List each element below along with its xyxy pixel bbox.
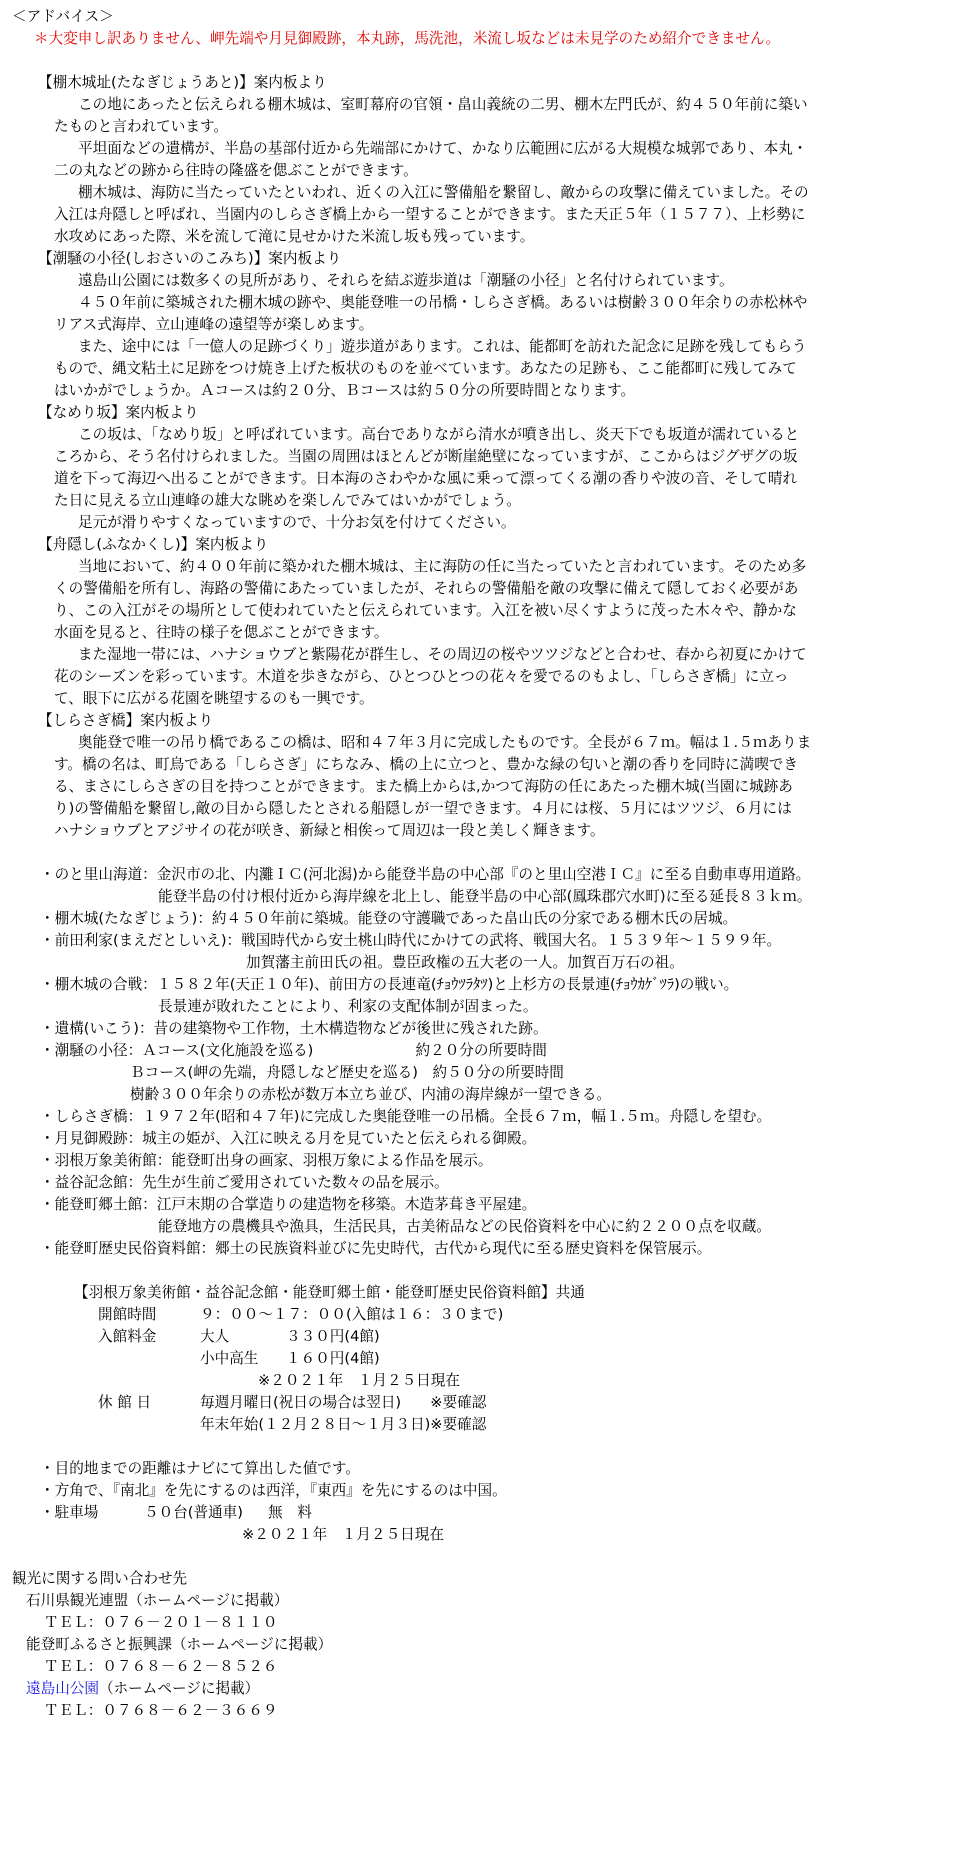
contacts bbox=[12, 1568, 952, 1722]
section-line: 水攻めにあった際、米を流して滝に見せかけた米流し坂も残っています。 bbox=[54, 228, 535, 245]
student-fee: １６０円(4館) bbox=[286, 1350, 380, 1367]
section-title: 【しらさぎ橋】案内板より bbox=[38, 712, 214, 729]
glossary-term: ・棚木城(たなぎじょう)：約４５０年前に築城。能登の守護職であった畠山氏の分家である棚木氏の居城。 bbox=[40, 910, 738, 927]
glossary-detail: 長景連が敗れたことにより、利家の支配体制が固まった。 bbox=[158, 998, 538, 1015]
guide-section bbox=[12, 402, 952, 534]
contact-phone: ＴＥＬ：０７６８－６２－３６６９ bbox=[44, 1702, 278, 1719]
notes-list bbox=[12, 1458, 952, 1546]
park-homepage-link[interactable]: 遠島山公園 bbox=[26, 1680, 99, 1697]
guide-section bbox=[12, 710, 952, 842]
museum-heading: 【羽根万象美術館・益谷記念館・能登町郷土館・能登町歴史民俗資料館】共通 bbox=[74, 1284, 585, 1301]
section-line: た日に見える立山連峰の雄大な眺めを楽しんでみてはいかがでしょう。 bbox=[54, 492, 522, 509]
section-line: 水面を見ると、往時の様子を偲ぶことができます。 bbox=[54, 624, 389, 641]
fee-date-note: ※２０２１年 １月２５日現在 bbox=[258, 1372, 460, 1389]
glossary-detail: 能登半島の付け根付近から海岸線を北上し、能登半島の中心部(鳳珠郡穴水町)に至る延長８３ｋｍ。 bbox=[158, 888, 812, 905]
section-line: 奥能登で唯一の吊り橋であるこの橋は、昭和４７年３月に完成したものです。全長が６７ｍ。幅は１.５ｍありま bbox=[78, 734, 812, 751]
contact-note: （ホームページに掲載） bbox=[128, 1592, 289, 1609]
section-line: リアス式海岸、立山連峰の遠望等が楽しめます。 bbox=[54, 316, 374, 333]
section-line: ハナショウブとアジサイの花が咲き、新緑と相俟って周辺は一段と美しく輝きます。 bbox=[54, 822, 605, 839]
glossary-term: ・しらさぎ橋：１９７２年(昭和４７年)に完成した奥能登唯一の吊橋。全長６７ｍ，幅１.５ｍ。舟隠しを望む。 bbox=[40, 1108, 772, 1125]
guide-section bbox=[12, 248, 952, 402]
glossary-term: ・能登町郷土館：江戸末期の合掌造りの建造物を移築。木造茅葺き平屋建。 bbox=[40, 1196, 537, 1213]
section-line: る、まさにしらさぎの目を持つことができます。また橋上からは,かつて海防の任にあたった棚木城(当園に城跡あ bbox=[54, 778, 793, 795]
section-line: くの警備船を所有し、海路の警備にあたっていましたが、それらの警備船を敵の攻撃に備えて隠しておく必要があ bbox=[54, 580, 799, 597]
section-line: 棚木城は、海防に当たっていたといわれ、近くの入江に警備船を繋留し、敵からの攻撃に備えていました。その bbox=[78, 184, 809, 201]
hours-label: 開館時間 bbox=[98, 1306, 157, 1323]
museum-info bbox=[12, 1282, 952, 1436]
glossary-term: ・のと里山海道：金沢市の北、内灘ＩＣ(河北潟)から能登半島の中心部『のと里山空港ＩＣ』に至る自動車専用道路。 bbox=[40, 866, 811, 883]
section-line: 二の丸などの跡から往時の隆盛を偲ぶことができます。 bbox=[54, 162, 418, 179]
adult-label: 大人 bbox=[200, 1328, 230, 1345]
section-line: たものと言われています。 bbox=[54, 118, 228, 135]
section-line: 足元が滑りやすくなっていますので、十分お気を付けてください。 bbox=[78, 514, 516, 531]
glossary-term: ・潮騒の小径：Ａコース(文化施設を巡る) 約２０分の所要時間 bbox=[40, 1042, 547, 1059]
student-label: 小中高生 bbox=[200, 1350, 259, 1367]
spacer bbox=[12, 1546, 952, 1568]
glossary-list bbox=[12, 864, 952, 1260]
spacer bbox=[12, 1260, 952, 1282]
guide-section bbox=[12, 72, 952, 248]
section-title: 【なめり坂】案内板より bbox=[38, 404, 199, 421]
glossary-term: ・益谷記念館：先生が生前ご愛用されていた数々の品を展示。 bbox=[40, 1174, 449, 1191]
closed-value-weekly: 毎週月曜日(祝日の場合は翌日) ※要確認 bbox=[200, 1394, 487, 1411]
section-line: 花のシーズンを彩っています。木道を歩きながら、ひとつひとつの花々を愛でるのもよし、「しらさぎ橋」に立っ bbox=[54, 668, 789, 685]
section-title: 【棚木城址(たなぎじょうあと)】案内板より bbox=[38, 74, 327, 91]
section-line: 平坦面などの遺構が、半島の基部付近から先端部にかけて、かなり広範囲に広がる大規模な城郭であり、本丸・ bbox=[78, 140, 808, 157]
section-line: はいかがでしょうか。Ａコースは約２０分、Ｂコースは約５０分の所要時間となります。 bbox=[54, 382, 636, 399]
note-item: ・方角で、『南北』を先にするのは西洋，『東西』を先にするのは中国。 bbox=[40, 1482, 507, 1499]
parking-row bbox=[40, 1502, 952, 1524]
section-line: また湿地一帯には、ハナショウブと紫陽花が群生し、その周辺の桜やツツジなどと合わせ、春から初夏にかけて bbox=[78, 646, 807, 663]
section-line: ころから、そう名付けられました。当園の周囲はほとんどが断崖絶壁になっていますが、ここからはジグザグの坂 bbox=[54, 448, 798, 465]
section-line: 当地において、約４００年前に築かれた棚木城は、主に海防の任に当たっていたと言われています。そのため多 bbox=[78, 558, 807, 575]
spacer bbox=[12, 842, 952, 864]
fee-label: 入館料金 bbox=[98, 1328, 157, 1345]
contact-item bbox=[12, 1678, 952, 1700]
section-line: また、途中には「一億人の足跡づくり」遊歩道があります。これは、能都町を訪れた記念に足跡を残してもらう bbox=[78, 338, 807, 355]
parking-label: ・駐車場 bbox=[40, 1504, 99, 1521]
contact-note: （ホームページに掲載） bbox=[171, 1636, 333, 1653]
contact-phone: ＴＥＬ：０７６－２０１－８１１０ bbox=[44, 1614, 278, 1631]
closed-label: 休 館 日 bbox=[98, 1394, 152, 1411]
parking-fee: 無 料 bbox=[268, 1504, 312, 1521]
contact-item bbox=[12, 1590, 952, 1612]
section-line: り)の警備船を繋留し,敵の目から隠したとされる船隠しが一望できます。４月には桜、５月にはツツジ、６月には bbox=[54, 800, 792, 817]
section-title: 【舟隠し(ふなかくし)】案内板より bbox=[38, 536, 269, 553]
section-line: り、この入江がその場所として使われていたと伝えられています。入江を被い尽くすように茂った木々や、静かな bbox=[54, 602, 797, 619]
glossary-detail: 樹齢３００年余りの赤松が数万本立ち並び、内浦の海岸線が一望できる。 bbox=[130, 1086, 612, 1103]
section-line: この地にあったと伝えられる棚木城は、室町幕府の官領・畠山義統の二男、棚木左門氏が、約４５０年前に築い bbox=[78, 96, 808, 113]
spacer bbox=[12, 1436, 952, 1458]
glossary-term: ・棚木城の合戦：１５８２年(天正１０年)、前田方の長連竜(ﾁｮｳﾂﾗﾀﾂ)と上杉方の長景連(ﾁｮｳｶｹﾞﾂﾗ)の戦い。 bbox=[40, 976, 739, 993]
notice-text: ＊大変申し訳ありません、岬先端や月見御殿跡，本丸跡，馬洗池，米流し坂などは未見学のため紹介できません。 bbox=[34, 30, 781, 47]
glossary-term: ・羽根万象美術館：能登町出身の画家、羽根万象による作品を展示。 bbox=[40, 1152, 493, 1169]
contact-name: 能登町ふるさと振興課 bbox=[26, 1636, 172, 1653]
section-line: この坂は、「なめり坂」と呼ばれています。高台でありながら清水が噴き出し、炎天下でも坂道が濡れていると bbox=[78, 426, 800, 443]
section-line: ４５０年前に築城された棚木城の跡や、奥能登唯一の吊橋・しらさぎ橋。あるいは樹齢３００年余りの赤松林や bbox=[78, 294, 808, 311]
section-line: 遠島山公園には数多くの見所があり、それらを結ぶ遊歩道は「潮騒の小径」と名付けられています。 bbox=[78, 272, 734, 289]
glossary-detail: Ｂコース(岬の先端，舟隠しなど歴史を巡る) 約５０分の所要時間 bbox=[130, 1064, 564, 1081]
spacer bbox=[12, 50, 952, 72]
section-line: す。橋の名は、町鳥である「しらさぎ」にちなみ、橋の上に立つと、豊かな緑の匂いと潮の香りを同時に満喫でき bbox=[54, 756, 798, 773]
hours-value: ９：００～１７：００(入館は１６：３０まで) bbox=[200, 1306, 504, 1323]
contacts-heading: 観光に関する問い合わせ先 bbox=[12, 1570, 188, 1587]
guide-section bbox=[12, 534, 952, 710]
section-line: 道を下って海辺へ出ることができます。日本海のさわやかな風に乗って漂ってくる潮の香りや波の音、そして晴れ bbox=[54, 470, 798, 487]
contact-item bbox=[12, 1634, 952, 1656]
guide-sections bbox=[12, 72, 952, 842]
section-line: て、眼下に広がる花園を眺望するのも一興です。 bbox=[54, 690, 374, 707]
glossary-term: ・遺構(いこう)：昔の建築物や工作物，土木構造物などが後世に残された跡。 bbox=[40, 1020, 548, 1037]
glossary-term: ・月見御殿跡：城主の姫が、入江に映える月を見ていたと伝えられる御殿。 bbox=[40, 1130, 537, 1147]
section-line: もので、縄文粘土に足跡をつけ焼き上げた板状のものを並べています。あなたの足跡も、ここ能都町に残してみて bbox=[54, 360, 797, 377]
glossary-term: ・能登町歴史民俗資料館：郷土の民族資料並びに先史時代，古代から現代に至る歴史資料を保管展示。 bbox=[40, 1240, 712, 1257]
glossary-detail: 加賀藩主前田氏の祖。豊臣政権の五大老の一人。加賀百万石の祖。 bbox=[246, 954, 684, 971]
adult-fee: ３３０円(4館) bbox=[286, 1328, 380, 1345]
note-item: ・目的地までの距離はナビにて算出した値です。 bbox=[40, 1460, 360, 1477]
closed-value-yearend: 年末年始(１２月２８日～１月３日)※要確認 bbox=[200, 1416, 487, 1433]
glossary-detail: 能登地方の農機具や漁具，生活民具，古美術品などの民俗資料を中心に約２２００点を収蔵。 bbox=[158, 1218, 771, 1235]
section-line: 入江は舟隠しと呼ばれ、当園内のしらさぎ橋上から一望することができます。また天正５年（１５７７）、上杉勢に bbox=[54, 206, 806, 223]
contact-note: （ホームページに掲載） bbox=[98, 1680, 260, 1697]
advice-header: ＜アドバイス＞ bbox=[12, 8, 114, 25]
contact-name: 石川県観光連盟 bbox=[26, 1592, 129, 1609]
contact-phone: ＴＥＬ：０７６８－６２－８５２６ bbox=[44, 1658, 278, 1675]
parking-capacity: ５０台(普通車) bbox=[144, 1504, 243, 1521]
parking-date-note: ※２０２１年 １月２５日現在 bbox=[242, 1526, 444, 1543]
section-title: 【潮騒の小径(しおさいのこみち)】案内板より bbox=[38, 250, 342, 267]
glossary-term: ・前田利家(まえだとしいえ)：戦国時代から安土桃山時代にかけての武将、戦国大名。１５３９年～１５９９年。 bbox=[40, 932, 782, 949]
